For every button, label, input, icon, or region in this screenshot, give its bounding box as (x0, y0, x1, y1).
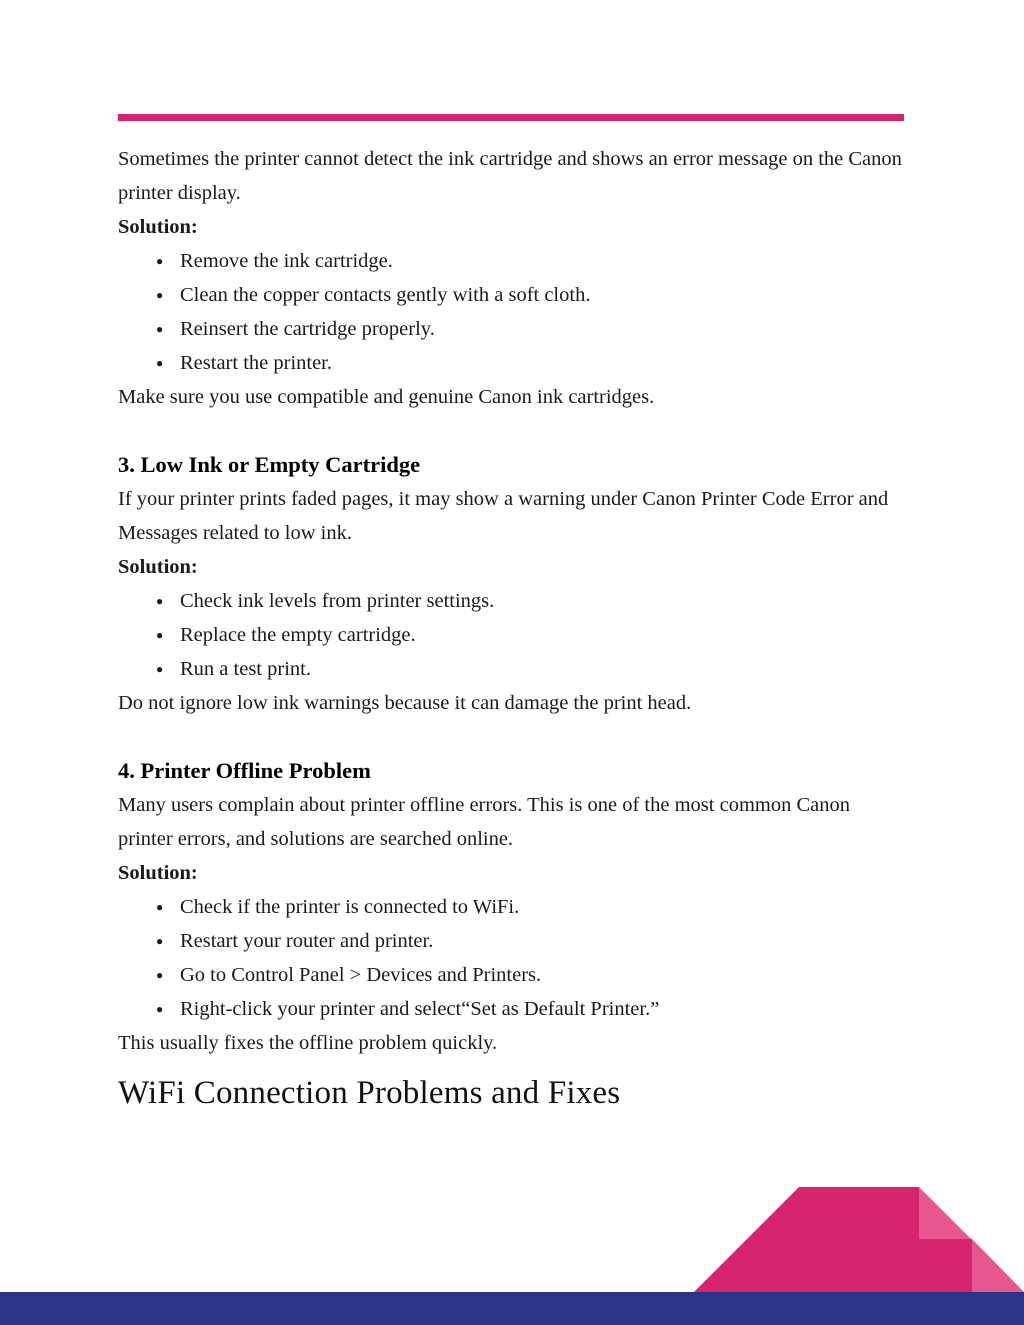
list-item: ● Clean the copper contacts gently with a soft cloth. (118, 278, 908, 312)
decoration-triangle-left (694, 1187, 799, 1292)
footer-bar (0, 1292, 1024, 1325)
section-spacer (118, 720, 908, 754)
list-item: ● Check ink levels from printer settings. (118, 584, 908, 618)
section-bullet-list-low-ink (118, 584, 908, 686)
list-item: ● Check if the printer is connected to WiFi. (118, 890, 908, 924)
decoration-triangle-far-right (972, 1239, 1024, 1292)
list-item: ● Remove the ink cartridge. (118, 244, 908, 278)
section-paragraph-low-ink: If your printer prints faded pages, it may show a warning under Canon Printer Code Error and Messages related to low ink. (118, 488, 889, 544)
list-item: ● Reinsert the cartridge properly. (118, 312, 908, 346)
section-closing-printer-offline: This usually fixes the offline problem quickly. (118, 1032, 498, 1054)
decoration-block-middle (799, 1187, 919, 1292)
intro-paragraph: Sometimes the printer cannot detect the ink cartridge and shows an error message on the Canon printer display. (118, 148, 902, 204)
list-item: ● Restart your router and printer. (118, 924, 908, 958)
list-item: ● Right-click your printer and select“Set as Default Printer.” (118, 992, 908, 1026)
list-item: ● Restart the printer. (118, 346, 908, 380)
decoration-block-right (919, 1239, 972, 1292)
decoration-triangle-right-top (919, 1187, 972, 1240)
section-closing-low-ink: Do not ignore low ink warnings because it can damage the print head. (118, 692, 692, 714)
list-item: ● Run a test print. (118, 652, 908, 686)
section-paragraph-printer-offline: Many users complain about printer offline errors. This is one of the most common Canon printer errors, and solutions are searched online. (118, 794, 850, 850)
intro-solution-label: Solution: (118, 216, 198, 238)
list-item: ● Go to Control Panel > Devices and Printers. (118, 958, 908, 992)
section-solution-label-low-ink: Solution: (118, 556, 198, 578)
document-content (118, 142, 908, 1116)
list-item: ● Replace the empty cartridge. (118, 618, 908, 652)
section-bullet-list-printer-offline (118, 890, 908, 1026)
footer-decoration (694, 1187, 1024, 1292)
section-spacer (118, 414, 908, 448)
section-solution-label-printer-offline: Solution: (118, 862, 198, 884)
page-title: WiFi Connection Problems and Fixes (118, 1075, 621, 1111)
section-heading-low-ink: 3. Low Ink or Empty Cartridge (118, 452, 421, 477)
top-accent-rule (118, 114, 904, 121)
intro-bullet-list (118, 244, 908, 380)
intro-closing-paragraph: Make sure you use compatible and genuine Canon ink cartridges. (118, 386, 655, 408)
section-heading-printer-offline: 4. Printer Offline Problem (118, 758, 371, 783)
